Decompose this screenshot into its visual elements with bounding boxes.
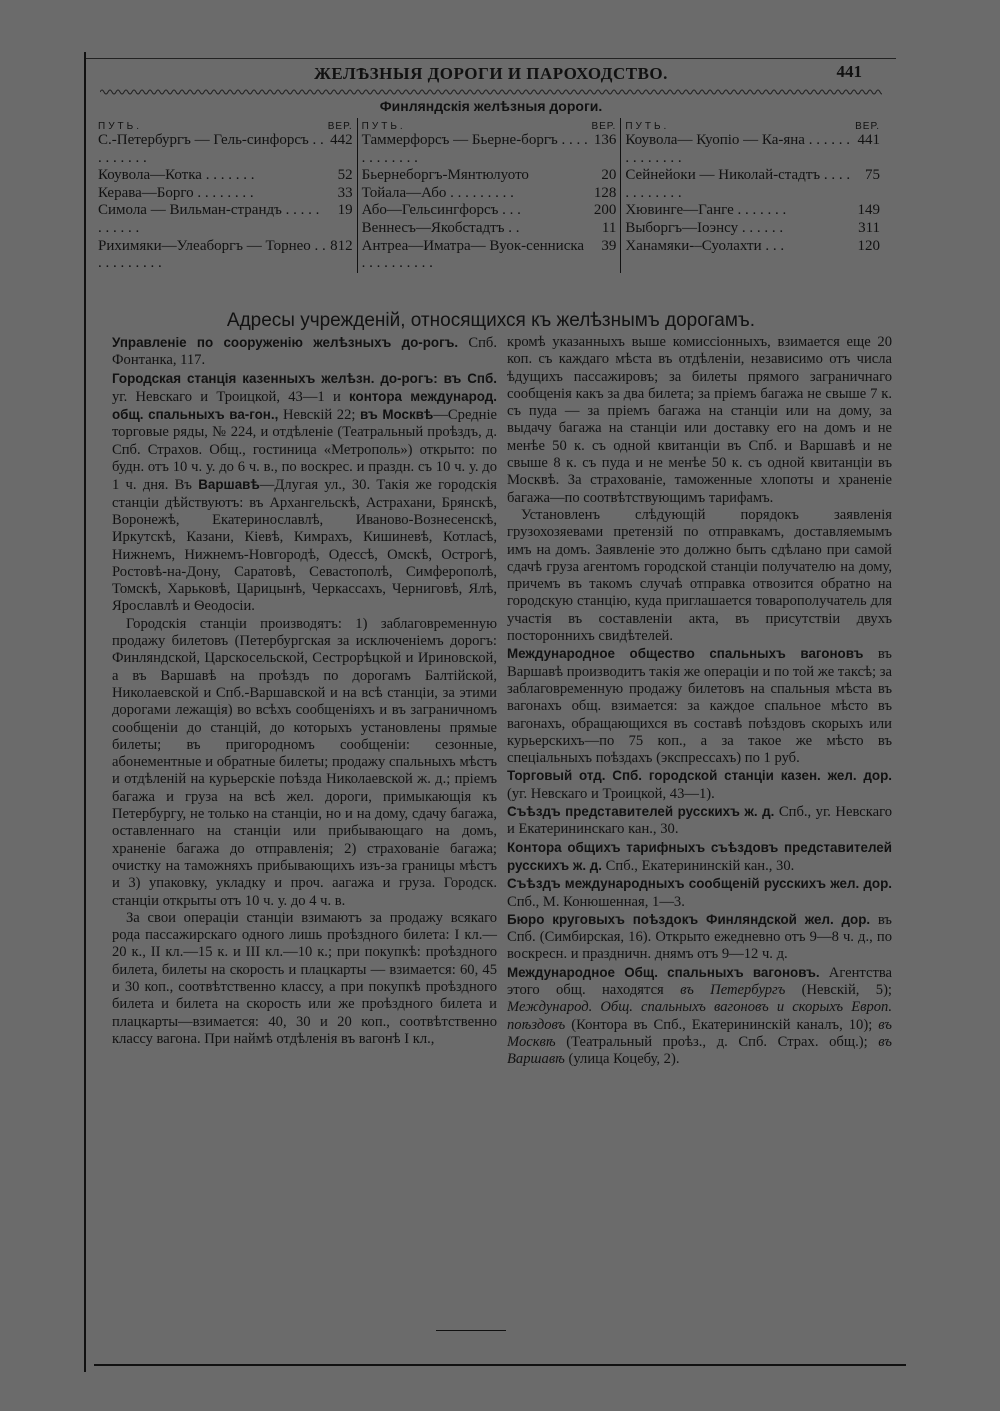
route-distance: 311	[858, 219, 881, 236]
route-row	[625, 167, 880, 202]
route-column-header	[362, 118, 617, 132]
route-name: Ханамяки-–Суолахти . . .	[625, 237, 785, 254]
bottom-rule	[94, 1364, 906, 1366]
route-head-label: ПУТЬ.	[625, 121, 670, 132]
route-row	[98, 202, 353, 237]
paragraph: Установленъ слѣдующій порядокъ заявленія грузохозяевами претензій по отправкамъ, доставляемымъ имъ на домъ. Заявленіе это должно быть сдѣлано при самой сдачѣ груза агентомъ городской станціи получателю на дому, причемъ въ такомъ случаѣ отправка отвозится обратно на городскую станцію, куда приглашается товарополучатель для участія въ составленіи акта, въ присутствіи двухъ постороннихъ свидѣтелей.	[507, 506, 892, 645]
route-row	[625, 238, 880, 256]
route-distance: 33	[337, 184, 353, 201]
route-distance: 128	[593, 184, 617, 201]
paragraph: кромѣ указанныхъ выше комиссіонныхъ, взимается еще 20 коп. съ каждаго мѣста въ отдѣленіи, независимо отъ числа ѣдущихъ пассажировъ; за билеты прямого заграничнаго сообщенія какъ за два билета; за пріемъ багажа не свыше 7 к. съ пуда — за пріемъ багажа на станціи или на дому, за выдачу багажа на станціи или доставку его на домъ и не менѣе 50 к. съ одной квитанціи въ Спб. и Варшавѣ и не свыше 8 к. съ пуда и не менѣе 50 к. съ одной квитанціи въ Москвѣ. За страхованіе, таможенные хлопоты и храненіе багажа—по соотвѣтствующимъ тарифамъ.	[507, 334, 892, 506]
distance-head-label: ВЕР.	[591, 121, 617, 132]
entry-text: (Невскій, 5);	[785, 981, 892, 998]
entry-heading: Городская станція казенныхъ желѣзн. до-рогъ: въ Спб.	[112, 370, 497, 386]
route-distance: 120	[857, 237, 881, 254]
entry-heading: Международное общество спальныхъ вагоновъ	[507, 646, 864, 662]
paragraph	[507, 803, 892, 839]
wavy-ornament	[100, 88, 882, 96]
entry-text: Агентства этого общ. находятся	[507, 964, 892, 998]
route-distance: 200	[593, 202, 617, 219]
route-row	[625, 220, 880, 238]
right-column	[507, 334, 892, 1334]
italic-place: въ Варшавѣ	[507, 1033, 892, 1068]
entry-text: въ Варшавѣ производитъ такія же операціи и по той же таксѣ; за заблаговременную продажу билетовъ на спальныя мѣста въ вагонахъ общ. взимается: за каждое спальное мѣсто въ вагонахъ, обращающихся въ составѣ поѣздовъ скорыхъ или курьерскихъ—по 75 коп., а за такое же мѣсто въ спеціальныхъ поѣздахъ (экспрессахъ) по 1 руб.	[507, 646, 892, 767]
route-row	[98, 167, 353, 185]
entry-text: (улица Коцебу, 2).	[564, 1051, 680, 1068]
route-name: Керава—Борго . . . . . . . .	[98, 184, 254, 201]
entry-heading: Варшавѣ	[198, 477, 260, 493]
route-distance: 441	[857, 132, 881, 148]
entry-heading: Управленіе по сооруженію желѣзныхъ до-рогъ.	[112, 335, 459, 350]
entry-text: Спб., М. Конюшенная, 1—3.	[507, 893, 685, 910]
entry-heading: Контора общихъ тарифныхъ съѣздовъ представителей русскихъ ж. д.	[507, 839, 892, 873]
finland-railways-heading: Финляндскія желѣзныя дороги.	[379, 98, 603, 114]
italic-place: въ Петербургъ	[680, 981, 786, 998]
entry-text: (Театральный проѣз., д. Спб. Страх. общ.);	[555, 1033, 879, 1050]
route-row	[362, 220, 617, 238]
left-column	[112, 334, 497, 1334]
route-column-3	[620, 118, 884, 273]
entry-heading: Бюро круговыхъ поѣздокъ Финляндской жел. дор.	[507, 911, 871, 927]
route-distance: 136	[593, 132, 617, 148]
entry-text: (уг. Невскаго и Троицкой, 43—1).	[507, 785, 715, 802]
route-row	[625, 202, 880, 220]
route-distance: 52	[337, 167, 353, 184]
route-head-label: ПУТЬ.	[361, 121, 406, 132]
entry-text: Спб., уг. Невскаго и Екатерининскаго кан., 30.	[507, 804, 892, 838]
entry-text: —Средніе торговые ряды, № 224, и отдѣленіе (Театральный проѣздъ, д. Спб. Страхов. Общ., гостиница «Метрополь») открыто: по будн. отъ 10 ч. у. до 6 ч. в., по воскрес. и праздн. съ 10 ч. у. до 1 ч. дня. Въ	[112, 407, 498, 494]
running-header	[86, 60, 896, 88]
entry-heading: Торговый отд. Спб. городской станціи казен. жел. дор.	[507, 768, 892, 784]
route-distance: 20	[601, 167, 617, 184]
route-name: Таммерфорсъ — Бьерне-боргъ . . . . . . . . . . . .	[361, 132, 588, 166]
route-row	[98, 185, 353, 203]
route-row	[362, 185, 617, 203]
route-column-header	[625, 118, 880, 132]
route-row	[625, 132, 880, 167]
entry-text: уг. Невскаго и Троицкой, 43—1 и	[112, 388, 349, 405]
route-name: Хювинге—Ганге . . . . . . .	[625, 202, 787, 219]
paragraph	[112, 370, 497, 616]
paragraph	[507, 839, 892, 876]
route-name: Бьернеборгъ-Мянтюлуото	[361, 167, 529, 184]
route-name: Выборгъ—Іоэнсу . . . . . .	[625, 219, 784, 236]
route-distance: 75	[865, 167, 881, 184]
route-name: Коувола—Котка . . . . . . .	[98, 167, 255, 184]
route-distance: 19	[337, 202, 353, 219]
route-distance: 11	[601, 219, 617, 236]
route-row	[98, 132, 353, 167]
route-name: Сейнейоки — Николай-стадтъ . . . . . . . . . . . .	[625, 167, 851, 201]
distance-head-label: ВЕР.	[855, 121, 881, 132]
route-row	[362, 238, 617, 273]
route-column-header	[98, 118, 353, 132]
route-name: Симола — Вильман-страндъ . . . . . . . . . . .	[98, 202, 320, 236]
route-name: Коувола— Куопіо — Ка-яна . . . . . . . . . . . . . .	[625, 132, 850, 166]
route-column-2	[357, 118, 621, 273]
italic-place: Международ. Общ. спальныхъ вагоновъ и скорыхъ Европ. поѣздовъ	[507, 999, 892, 1033]
route-row	[362, 132, 617, 167]
route-name: С.-Петербургъ — Гель-синфорсъ . . . . . . . . .	[98, 132, 324, 166]
route-name: Рихимяки—Улеаборгъ — Торнео . . . . . . . . . . .	[98, 237, 326, 272]
entry-text: Спб., Екатерининскій кан., 30.	[602, 857, 795, 874]
route-distance: 39	[601, 237, 617, 254]
route-name: Веннесъ—Якобстадтъ . .	[361, 219, 520, 236]
entry-heading: Международное Общ. спальныхъ вагоновъ.	[507, 964, 820, 980]
text-columns	[112, 334, 892, 1334]
book-page	[84, 52, 896, 1372]
route-distance: 149	[857, 202, 881, 219]
end-rule	[436, 1330, 506, 1331]
paragraph	[507, 645, 892, 767]
entry-text: Спб. Фонтанка, 117.	[112, 335, 497, 369]
paragraph: За свои операціи станціи взимаютъ за продажу всякаго рода пассажирскаго одного лишь проѣздного билета: I кл.—20 к., II кл.—15 к. и III кл.—10 к.; при покупкѣ: проѣздного билета, билеты на скорость и плацкарты — взимается: 60, 45 и 30 коп., соотвѣтственно классу, а при покупкѣ проѣздного билета и билета на скорость или же проѣздного билета и плацкарты—взимается: 40, 30 и 20 коп., соотвѣтственно классу вагона. При наймѣ отдѣленія въ вагонѣ I кл.,	[112, 909, 497, 1047]
route-column-1	[94, 118, 357, 273]
paragraph	[507, 875, 892, 911]
entry-heading: въ Москвѣ	[360, 407, 434, 423]
route-head-label: ПУТЬ.	[98, 121, 142, 132]
paragraph	[112, 334, 497, 370]
route-row	[362, 202, 617, 220]
entry-heading: Съѣздъ представителей русскихъ ж. д.	[507, 804, 775, 820]
route-name: Антреа—Иматра— Вуок-сенниска . . . . . . . . . .	[361, 237, 585, 272]
entry-heading: контора международ. общ. спальныхъ ва-гон.,	[112, 388, 497, 423]
route-row	[98, 238, 353, 273]
paragraph	[507, 964, 892, 1069]
paragraph	[507, 911, 892, 964]
running-title: ЖЕЛѢЗНЫЯ ДОРОГИ И ПАРОХОДСТВО.	[314, 64, 668, 83]
route-row	[362, 167, 617, 185]
top-rule	[86, 58, 896, 59]
route-name: Або—Гельсингфорсъ . . .	[361, 202, 521, 219]
route-distance: 812	[330, 237, 353, 254]
entry-text: (Контора въ Спб., Екатерининскій каналъ, 10);	[565, 1016, 879, 1033]
paragraph	[507, 767, 892, 803]
route-table	[94, 118, 884, 273]
paragraph: Городскія станціи производятъ: 1) заблаговременную продажу билетовъ (Петербургская за исключеніемъ дорогъ: Финляндской, Царскосельской, Сестрорѣцкой и Ириновской, а въ Варшавѣ на проѣздъ по дорогамъ Балтійской, Николаевской и Спб.-Варшавской и на всѣ станціи, за этими дорогами лежащія) во всѣхъ сообщеніяхъ и въ заграничномъ сообщеніи до станцій, до которыхъ установлены прямые билеты; въ пригородномъ сообщеніи: сезонные, абонементные и обратные билеты; продажу спальныхъ мѣстъ и отдѣленій на курьерскіе поѣзда Николаевской ж. д.; пріемъ багажа и груза на всѣ жел. дороги, примыкающія къ Петербургу, не только на станціи, но и на дому, сдачу багажа, оставленнаго на станціи или прибывающаго на домъ, храненіе багажа до отправленія; 2) страхованіе багажа; очистку на таможняхъ прибывающихъ изъ-за границы мѣстъ и 3) упаковку, укладку и проч. аагажа и груза. Городск. станціи открыты отъ 10 ч. у. до 4 ч. в.	[112, 615, 497, 909]
route-distance: 442	[330, 132, 353, 148]
italic-place: въ Москвѣ	[507, 1016, 892, 1050]
entry-text: Невскій 22;	[278, 407, 361, 424]
entry-text: въ Спб. (Симбирская, 16). Открыто ежедневно отъ 9—8 ч. д., по воскресн. и праздничн. днямъ отъ 9—12 ч. д.	[507, 911, 892, 963]
distance-head-label: ВЕР.	[327, 121, 353, 132]
addresses-section-title: Адресы учрежденій, относящихся къ желѣзнымъ дорогамъ.	[226, 310, 756, 331]
entry-text: —Длугая ул., 30. Такія же городскія станціи дѣйствуютъ: въ Архангельскѣ, Астрахани, Брянскѣ, Воронежѣ, Екатеринославлѣ, Иваново-Вознесенскѣ, Иркутскѣ, Казани, Кіевѣ, Кимрахъ, Кишиневѣ, Котласѣ, Нижнемъ, Нижнемъ-Новгородѣ, Одессѣ, Омскѣ, Острогѣ, Ростовѣ-на-Дону, Саратовѣ, Севастополѣ, Симферополѣ, Томскѣ, Харьковѣ, Царицынѣ, Черкассахъ, Черниговѣ, Ялѣ, Ярославлѣ и Ѳеодосіи.	[112, 477, 497, 615]
route-name: Тойала—Або . . . . . . . . .	[361, 184, 514, 201]
page-number: 441	[836, 62, 862, 81]
entry-heading: Съѣздъ международныхъ сообщеній русскихъ жел. дор.	[507, 876, 892, 892]
